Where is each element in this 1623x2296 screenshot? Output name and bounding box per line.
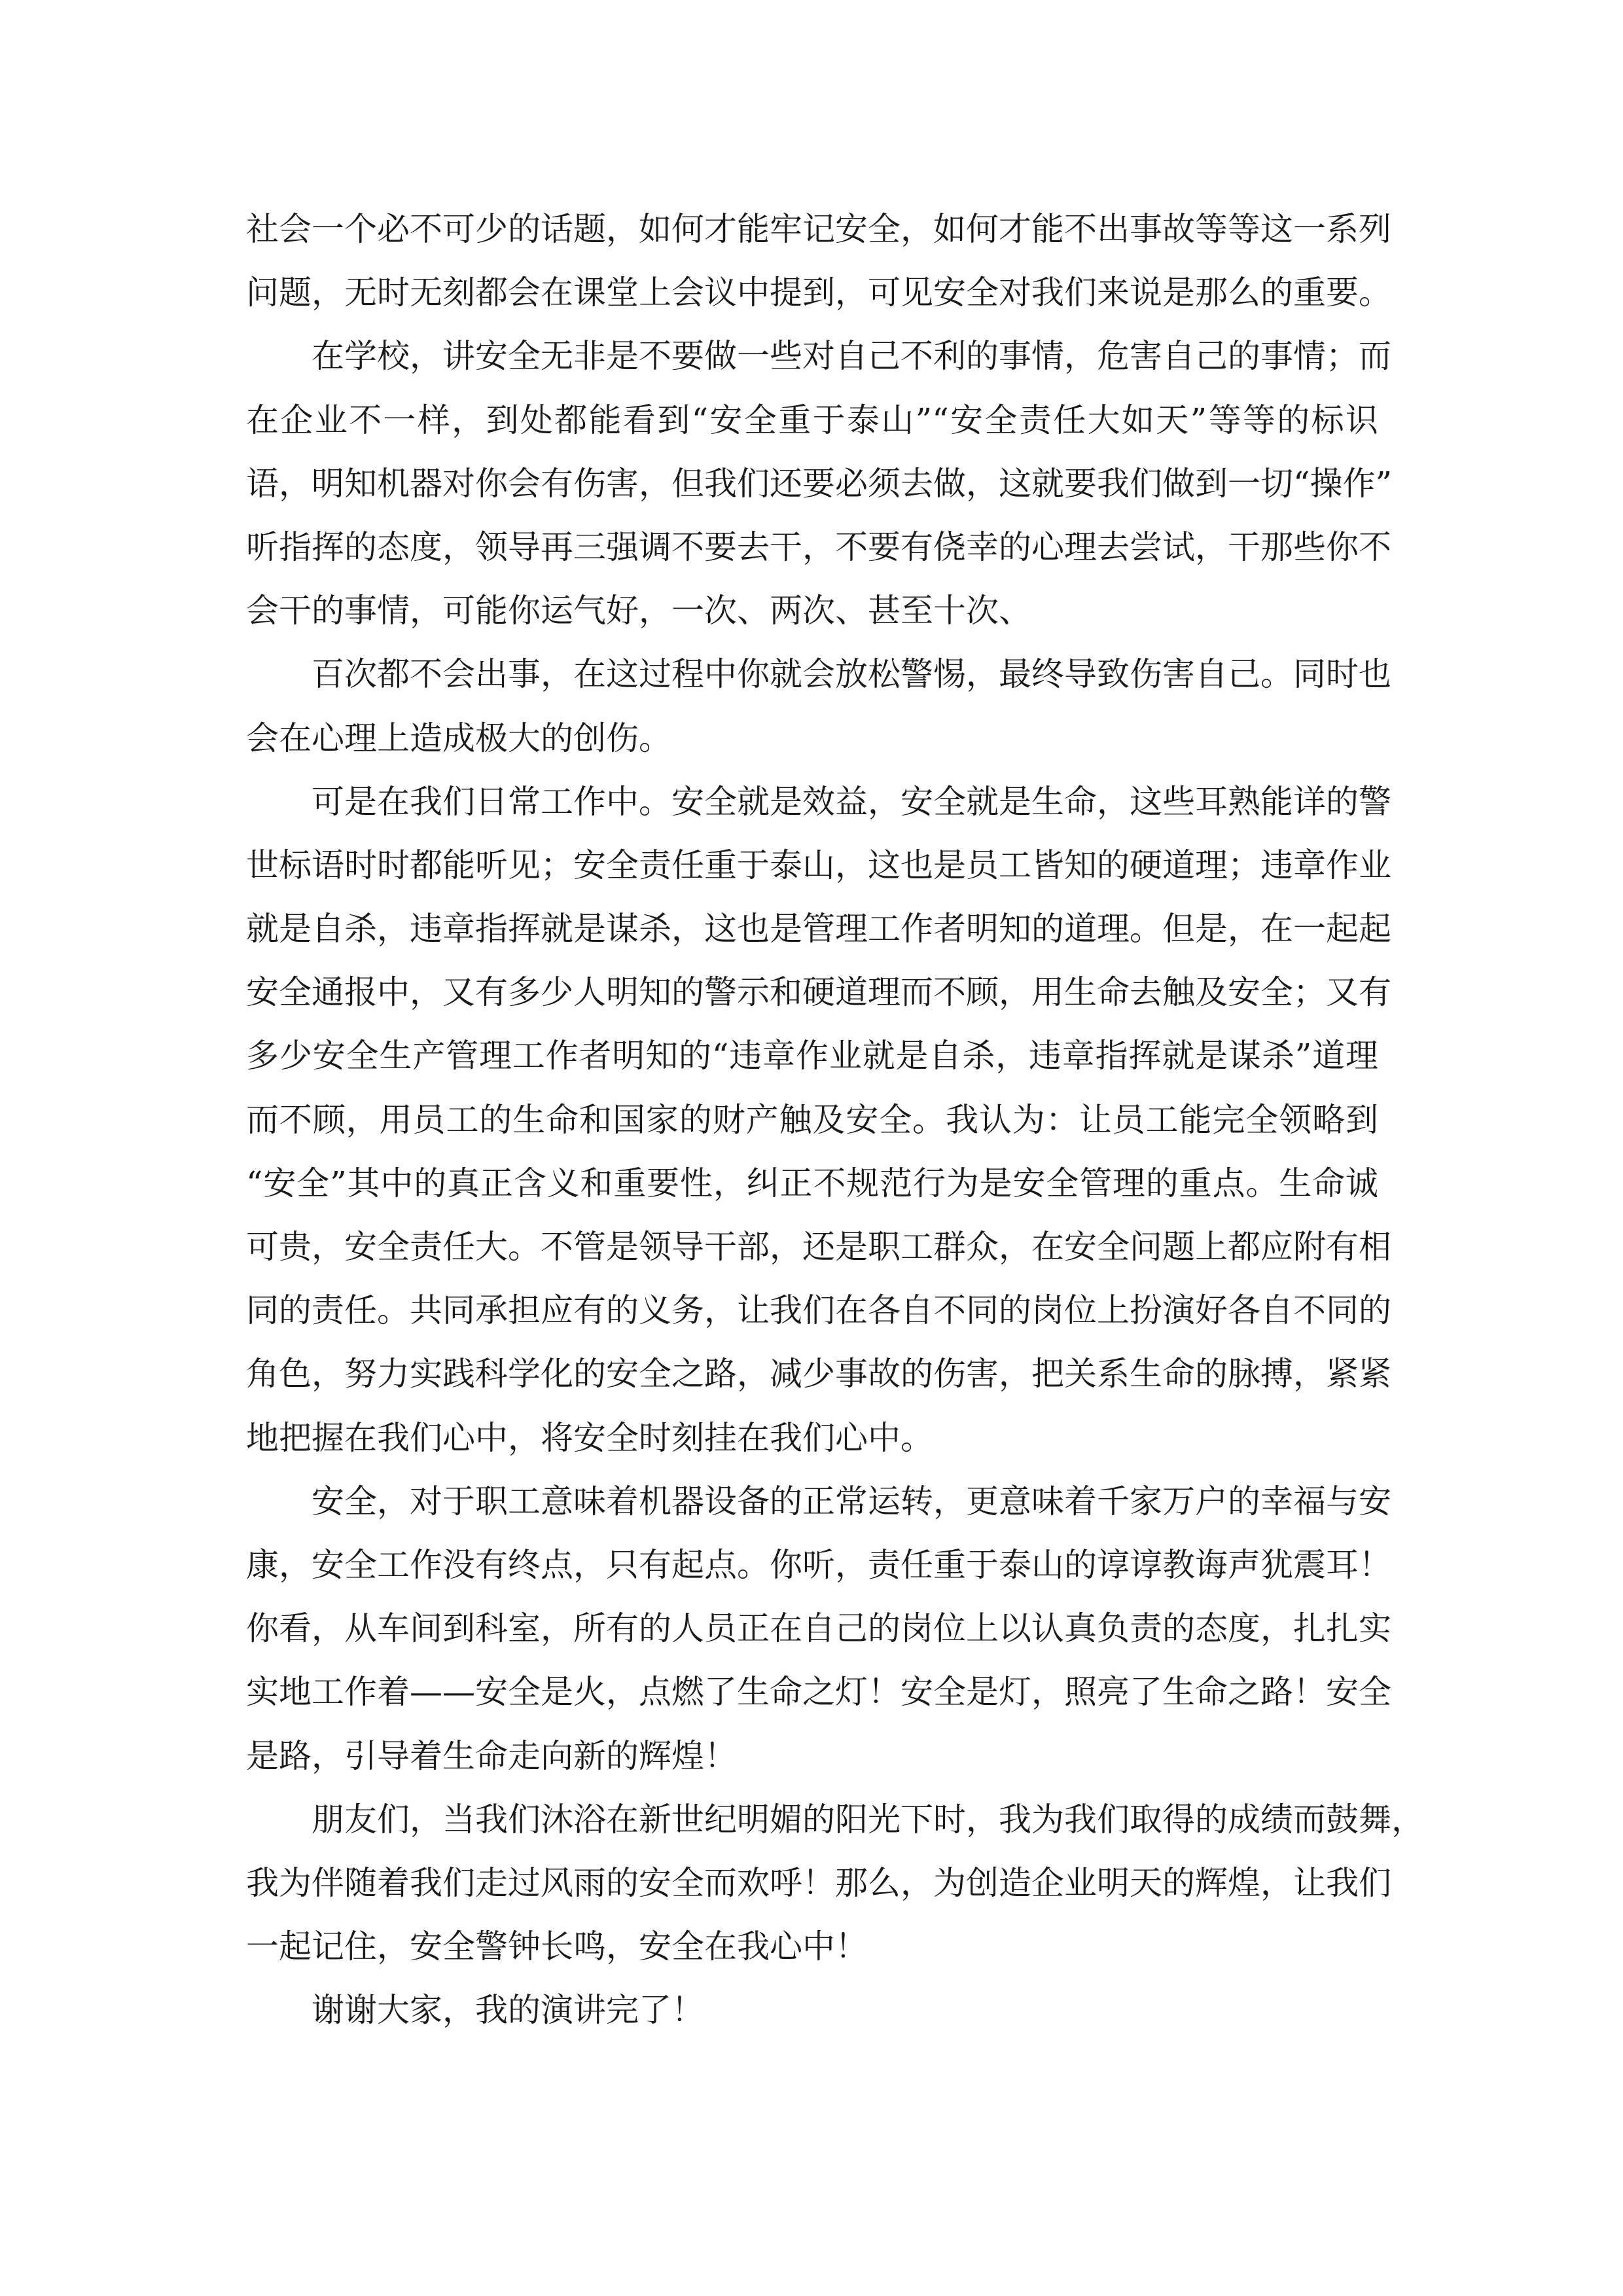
paragraph-end-line: 会干的事情，可能你运气好，一次、两次、甚至十次、 <box>246 592 1031 630</box>
text-line: 语，明知机器对你会有伤害，但我们还要必须去做，这就要我们做到一切“操作” <box>246 464 1393 503</box>
paragraph-end-line: 地把握在我们心中，将安全时刻挂在我们心中。 <box>246 1418 933 1457</box>
text-line: 听指挥的态度，领导再三强调不要去干，不要有侥幸的心理去尝试，干那些你不 <box>246 528 1391 566</box>
text-line: 就是自杀，违章指挥就是谋杀，这也是管理工作者明知的道理。但是，在一起起 <box>246 910 1391 948</box>
speech-body <box>246 198 1424 2042</box>
text-line: 社会一个必不可少的话题，如何才能牢记安全，如何才能不出事故等等这一系列 <box>246 210 1391 248</box>
text-line: 你看，从车间到科室，所有的人员正在自己的岗位上以认真负责的态度，扎扎实 <box>246 1609 1391 1648</box>
text-line: 我为伴随着我们走过风雨的安全而欢呼！那么，为创造企业明天的辉煌，让我们 <box>246 1863 1391 1902</box>
paragraph-start-line: 在学校，讲安全无非是不要做一些对自己不利的事情，危害自己的事情；而 <box>312 337 1391 376</box>
closing-line: 谢谢大家，我的演讲完了！ <box>312 1991 704 2030</box>
paragraph-end-line: 一起记住，安全警钟长鸣，安全在我心中！ <box>246 1928 868 1966</box>
text-line: 康，安全工作没有终点，只有起点。你听，责任重于泰山的谆谆教诲声犹震耳！ <box>246 1545 1391 1584</box>
text-line: 同的责任。共同承担应有的义务，让我们在各自不同的岗位上扮演好各自不同的 <box>246 1291 1391 1330</box>
text-line: 而不顾，用员工的生命和国家的财产触及安全。我认为：让员工能完全领略到 <box>246 1100 1378 1139</box>
text-line: 多少安全生产管理工作者明知的“违章作业就是自杀，违章指挥就是谋杀”道理 <box>246 1037 1378 1075</box>
text-line: 问题，无时无刻都会在课堂上会议中提到，可见安全对我们来说是那么的重要。 <box>246 274 1391 312</box>
text-line: 角色，努力实践科学化的安全之路，减少事故的伤害，把关系生命的脉搏，紧紧 <box>246 1355 1391 1393</box>
paragraph-start-line: 安全，对于职工意味着机器设备的正常运转，更意味着千家万户的幸福与安 <box>312 1482 1391 1520</box>
paragraph-start-line: 可是在我们日常工作中。安全就是效益，安全就是生命，这些耳熟能详的警 <box>312 782 1391 821</box>
paragraph-end-line: 会在心理上造成极大的创伤。 <box>246 719 671 757</box>
paragraph-start-line: 百次都不会出事，在这过程中你就会放松警惕，最终导致伤害自己。同时也 <box>312 655 1391 694</box>
text-line: 安全通报中，又有多少人明知的警示和硬道理而不顾，用生命去触及安全；又有 <box>246 973 1391 1012</box>
paragraph-start-line: 朋友们，当我们沐浴在新世纪明媚的阳光下时，我为我们取得的成绩而鼓舞， <box>312 1800 1424 1839</box>
text-line: 世标语时时都能听见；安全责任重于泰山，这也是员工皆知的硬道理；违章作业 <box>246 846 1391 884</box>
text-line: 可贵，安全责任大。不管是领导干部，还是职工群众，在安全问题上都应附有相 <box>246 1228 1391 1266</box>
text-line: 实地工作着——安全是火，点燃了生命之灯！安全是灯，照亮了生命之路！安全 <box>246 1673 1391 1712</box>
paragraph-end-line: 是路，引导着生命走向新的辉煌！ <box>246 1736 737 1775</box>
text-line: 在企业不一样，到处都能看到“安全重于泰山”“安全责任大如天”等等的标识 <box>246 401 1378 439</box>
text-line: “安全”其中的真正含义和重要性，纠正不规范行为是安全管理的重点。生命诚 <box>246 1164 1378 1202</box>
